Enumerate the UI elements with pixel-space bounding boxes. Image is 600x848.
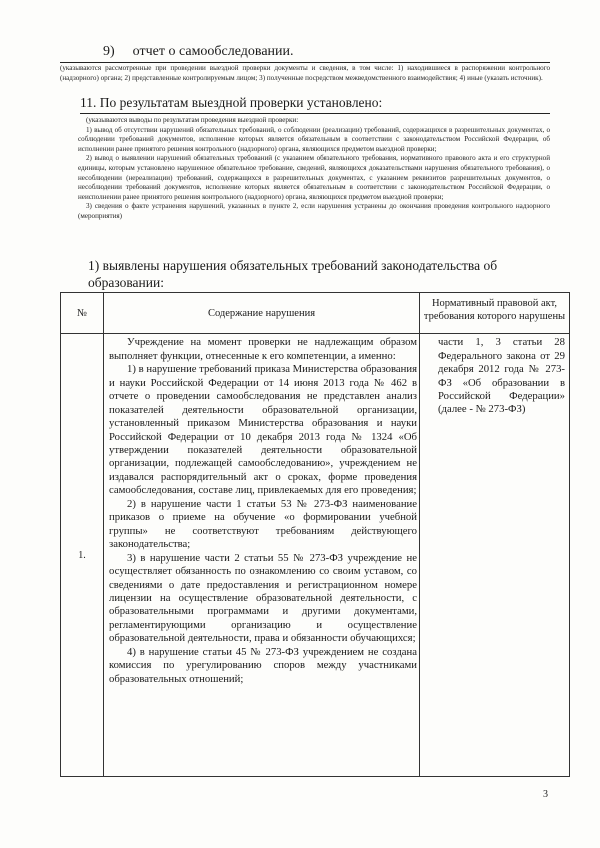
note-intro: (указываются выводы по результатам проведения выездной проверки: <box>86 116 299 124</box>
section-11-heading: 11. По результатам выездной проверки установлено: <box>80 95 383 110</box>
column-header-number: № <box>61 293 104 334</box>
violation-content <box>104 334 420 777</box>
table-row <box>61 334 570 777</box>
section-9-heading <box>103 44 294 60</box>
note-item-1: 1) вывод об отсутствии нарушений обязательных требований, о соблюдении (реализации) требований, содержащихся в разрешительных документах, о соблюдении требований документов, исполнение которых является обязательным в соответствии с законодательством Российской Федерации, об исполнении ранее принятого решения контрольного (надзорного) органа, являющихся предметом выездной проверки; <box>78 125 550 153</box>
row-number: 1. <box>61 334 104 777</box>
violation-item-4: 4) в нарушение статьи 45 № 273-ФЗ учреждением не создана комиссия по урегулированию споров между участниками образовательных отношений; <box>109 645 417 685</box>
section-9-title: отчет о самообследовании. <box>132 44 294 59</box>
divider-line <box>80 113 550 114</box>
violation-item-3: 3) в нарушение части 2 статьи 55 № 273-ФЗ учреждение не осуществляет обязанность по ознакомлению со своим уставом, со сведениями о дате предоставления и регистрационном номере лицензии на осуществление образовательной деятельности, с образовательными программами и другими документами, регламентирующими организацию и осуществление образовательной деятельности, права и обязанности обучающихся; <box>109 551 417 645</box>
column-header-content: Содержание нарушения <box>104 293 420 334</box>
normative-act-cell: части 1, 3 статьи 28 Федерального закона от 29 декабря 2012 года № 273-ФЗ «Об образовании в Российской Федерации» (далее - № 273-ФЗ) <box>420 334 570 777</box>
table-header-row <box>61 293 570 334</box>
violation-item-2: 2) в нарушение части 1 статьи 53 № 273-ФЗ наименование приказов о приеме на обучение «о формировании учебной группы» не соответствуют требованиям действующего законодательства; <box>109 497 417 551</box>
section-9-number: 9) <box>103 44 115 59</box>
note-item-2: 2) вывод о выявлении нарушений обязательных требований (с указанием обязательного требования, нормативного правового акта и его структурной единицы, которым установлено нарушенное обязательное требование, сведений, являющихся доказательствами нарушения обязательного требования), о несоблюдении (нереализации) требований, содержащихся в разрешительных документах, с указанием реквизитов разрешительных документов, о несоблюдении требований документов, исполнение которых является обязательным в соответствии с законодательством Российской Федерации, о неисполнении ранее принятого решения контрольного (надзорного) органа, являющихся предметом выездной проверки; <box>78 154 550 201</box>
page-number: 3 <box>543 789 548 800</box>
violation-intro: Учреждение на момент проверки не надлежащим образом выполняет функции, отнесенные к его компетенции, а именно: <box>109 336 417 362</box>
section-9-note: (указываются рассмотренные при проведении выездной проверки документы и сведения, в том числе: 1) находившиеся в распоряжении контрольного (надзорного) органа; 2) представленные контролируемым лицом; 3) полученные посредством межведомственного взаимодействия; 4) иные (указать источник). <box>60 64 550 82</box>
violations-heading: 1) выявлены нарушения обязательных требований законодательства об образовании: <box>88 258 498 290</box>
violation-item-1: 1) в нарушение требований приказа Министерства образования и науки Российской Федерации от 14 июня 2013 года № 462 в отчете о проведении самообследования не представлен анализ показателей деятельности образовательной организации, установленный приказом Министерства образования и науки Российской Федерации от 10 декабря 2013 года № 1324 «Об утверждении показателей деятельности образовательной организации, подлежащей самообследованию», учреждением не издавался распорядительный акт о сроках, форме проведения самообследования, составе лиц, привлекаемых для его проведения; <box>109 363 417 497</box>
column-header-normative-act: Нормативный правовой акт, требования которого нарушены <box>420 293 570 334</box>
divider-line <box>60 62 550 63</box>
note-item-3: 3) сведения о факте устранения нарушений, указанных в пункте 2, если нарушения устранены до окончания проведения контрольного надзорного (мероприятия) <box>78 202 550 220</box>
violations-table <box>60 292 570 777</box>
section-11-note <box>78 116 550 222</box>
